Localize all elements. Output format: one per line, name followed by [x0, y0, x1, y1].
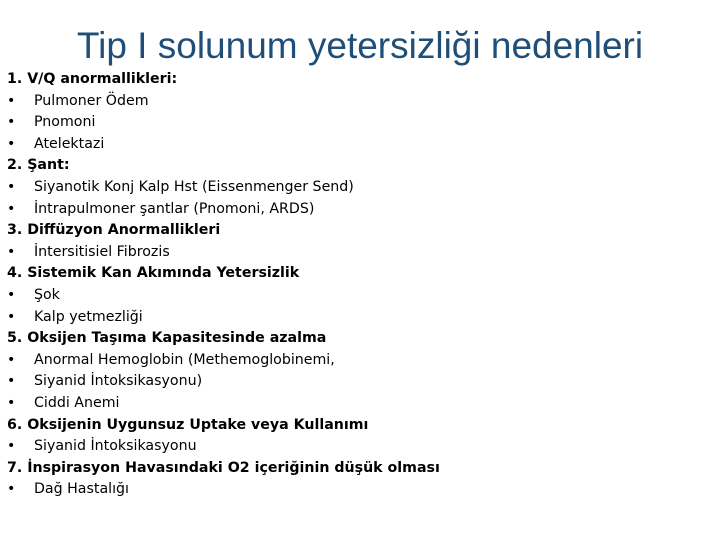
slide-content: [7, 69, 707, 501]
section-heading: 5. Oksijen Taşıma Kapasitesinde azalma: [7, 330, 327, 347]
list-item-text: Ciddi Anemi: [34, 394, 120, 411]
bullet-icon: •: [7, 308, 16, 325]
list-item: [7, 199, 707, 221]
section-heading: 2. Şant:: [7, 157, 70, 174]
list-item: [7, 479, 707, 501]
list-item: [7, 393, 707, 415]
section-heading: 3. Diffüzyon Anormallikleri: [7, 222, 221, 239]
section-heading: 6. Oksijenin Uygunsuz Uptake veya Kullanımı: [7, 416, 369, 433]
list-item-text: İntrapulmoner şantlar (Pnomoni, ARDS): [34, 200, 315, 217]
list-item: [7, 350, 707, 372]
list-item-text: Kalp yetmezliği: [34, 308, 143, 325]
section-heading: 1. V/Q anormallikleri:: [7, 71, 178, 87]
list-item: [7, 371, 707, 393]
bullet-icon: •: [7, 178, 16, 195]
slide-title: Tip I solunum yetersizliği nedenleri: [76, 25, 644, 66]
bullet-icon: •: [7, 200, 16, 217]
list-item-text: Atelektazi: [34, 135, 105, 152]
list-item: [7, 177, 707, 199]
list-item-text: Pulmoner Ödem: [34, 92, 149, 109]
bullet-icon: •: [7, 481, 16, 498]
list-item: [7, 112, 707, 134]
list-item-text: Pnomoni: [34, 114, 96, 131]
list-item-text: Siyanotik Konj Kalp Hst (Eissenmenger Send): [34, 178, 354, 195]
bullet-icon: •: [7, 135, 16, 152]
bullet-icon: •: [7, 438, 16, 455]
bullet-icon: •: [7, 114, 16, 131]
section-heading: 7. İnspirasyon Havasındaki O2 içeriğinin düşük olması: [7, 459, 440, 476]
list-item-text: Anormal Hemoglobin (Methemoglobinemi,: [34, 351, 335, 368]
list-item: [7, 436, 707, 458]
list-item-text: İntersitisiel Fibrozis: [34, 243, 170, 260]
bullet-icon: •: [7, 286, 16, 303]
bullet-icon: •: [7, 92, 16, 109]
list-item-text: Şok: [34, 286, 60, 303]
bullet-icon: •: [7, 243, 16, 260]
list-item-text: Siyanid İntoksikasyonu: [34, 438, 197, 455]
list-item: [7, 134, 707, 156]
list-item-text: Siyanid İntoksikasyonu): [34, 373, 203, 390]
list-item: [7, 91, 707, 113]
bullet-icon: •: [7, 394, 16, 411]
list-item: [7, 242, 707, 264]
list-item: [7, 307, 707, 329]
section-heading: 4. Sistemik Kan Akımında Yetersizlik: [7, 265, 300, 282]
bullet-icon: •: [7, 373, 16, 390]
list-item: [7, 285, 707, 307]
list-item-text: Dağ Hastalığı: [34, 481, 129, 498]
bullet-icon: •: [7, 351, 16, 368]
